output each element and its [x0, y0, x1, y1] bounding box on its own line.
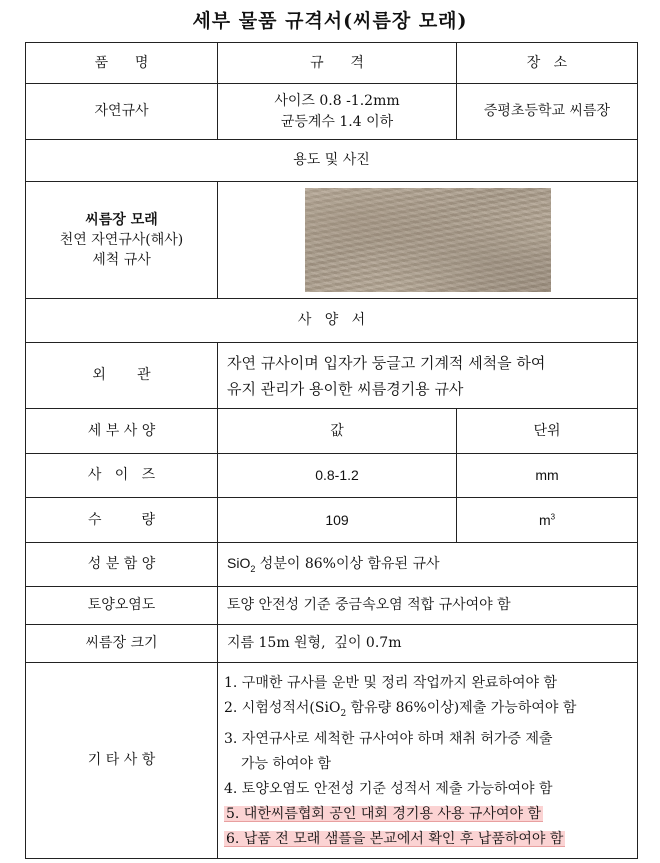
size-unit: mm [457, 454, 638, 498]
misc-item-2-sub: 2 [340, 708, 347, 719]
misc-item-1: 1. 구매한 규사를 운반 및 정리 작업까지 완료하여야 함 [224, 675, 557, 691]
spec-sheet-row [26, 299, 638, 343]
product-spec-size: 사이즈 0.8 -1.2mm [274, 93, 400, 110]
product-spec [218, 84, 457, 140]
misc-item-5-highlight: 5. 대한씨름협회 공인 대회 경기용 사용 규사여야 함 [226, 805, 541, 822]
sand-photo-cell [218, 182, 638, 299]
photo-caption-wash: 세척 규사 [92, 252, 151, 269]
header-location: 장 소 [457, 43, 638, 84]
product-row [26, 84, 638, 140]
sand-photo [305, 188, 551, 292]
product-location: 증평초등학교 씨름장 [457, 84, 638, 140]
appearance-line-1: 자연 규사이며 입자가 둥글고 기계적 세척을 하여 [227, 353, 546, 372]
quantity-unit [457, 498, 638, 543]
misc-item-2 [224, 696, 637, 727]
detail-header-row [26, 409, 638, 454]
spec-sheet-heading: 사 양 서 [26, 299, 638, 343]
detail-label: 세 부 사 양 [26, 409, 218, 454]
photo-caption [26, 182, 218, 299]
product-name: 자연규사 [26, 84, 218, 140]
header-row [26, 43, 638, 84]
photo-caption-type: 천연 자연규사(해사) [59, 231, 184, 248]
soil-row [26, 587, 638, 625]
document-title: 세부 물품 규격서(씨름장 모래) [192, 10, 468, 32]
size-row [26, 454, 638, 498]
photo-caption-title: 씨름장 모래 [85, 211, 158, 228]
photo-row [26, 182, 638, 299]
appearance-text [218, 343, 638, 409]
composition-label: 성 분 함 양 [26, 543, 218, 587]
misc-row [26, 663, 638, 859]
header-spec: 규 격 [218, 43, 457, 84]
size-label: 사 이 즈 [26, 454, 218, 498]
appearance-row [26, 343, 638, 409]
composition-row [26, 543, 638, 587]
appearance-label: 외 관 [26, 343, 218, 409]
header-item-name: 품 명 [26, 43, 218, 84]
quantity-row [26, 498, 638, 543]
soil-label: 토양오염도 [26, 587, 218, 625]
misc-item-6-highlight: 6. 납품 전 모래 샘플을 본교에서 확인 후 납품하여야 함 [226, 830, 564, 847]
usage-row [26, 140, 638, 182]
detail-value-header: 값 [218, 409, 457, 454]
misc-list [218, 663, 637, 858]
misc-item-3-line-2: 가능 하여야 함 [241, 755, 332, 772]
quantity-value: 109 [218, 498, 457, 543]
arena-label: 씨름장 크기 [26, 625, 218, 663]
usage-heading: 용도 및 사진 [26, 140, 638, 182]
misc-item-6 [224, 827, 637, 852]
quantity-unit-exponent: 3 [550, 512, 556, 522]
product-spec-uniformity: 균등계수 1.4 이하 [280, 113, 394, 130]
detail-unit-header: 단위 [457, 409, 638, 454]
misc-label: 기 타 사 항 [26, 663, 218, 859]
size-value: 0.8-1.2 [218, 454, 457, 498]
arena-row [26, 625, 638, 663]
misc-item-3-line-1: 3. 자연규사로 세척한 규사여야 하며 채취 허가증 제출 [224, 730, 553, 747]
appearance-line-2: 유지 관리가 용이한 씨름경기용 규사 [227, 379, 464, 398]
composition-formula-sub: 2 [250, 563, 256, 574]
misc-item-5 [224, 802, 637, 827]
misc-item-2-post: 함유량 86%이상)제출 가능하여야 함 [346, 700, 577, 716]
composition-desc: 성분이 86%이상 함유된 규사 [255, 556, 440, 573]
misc-item-4: 4. 토양오염도 안전성 기준 성적서 제출 가능하여야 함 [224, 780, 553, 797]
arena-text: 지름 15m 원형, 깊이 0.7m [218, 625, 638, 663]
misc-cell [218, 663, 638, 859]
quantity-label: 수 량 [26, 498, 218, 543]
soil-text: 토양 안전성 기준 중금속오염 적합 규사여야 함 [218, 587, 638, 625]
misc-item-2-pre: 2. 시험성적서(SiO [224, 700, 341, 716]
composition-text [218, 543, 638, 587]
spec-table [25, 42, 638, 859]
composition-formula: SiO [227, 555, 251, 572]
misc-item-3 [224, 727, 637, 777]
quantity-unit-base: m [538, 511, 551, 528]
